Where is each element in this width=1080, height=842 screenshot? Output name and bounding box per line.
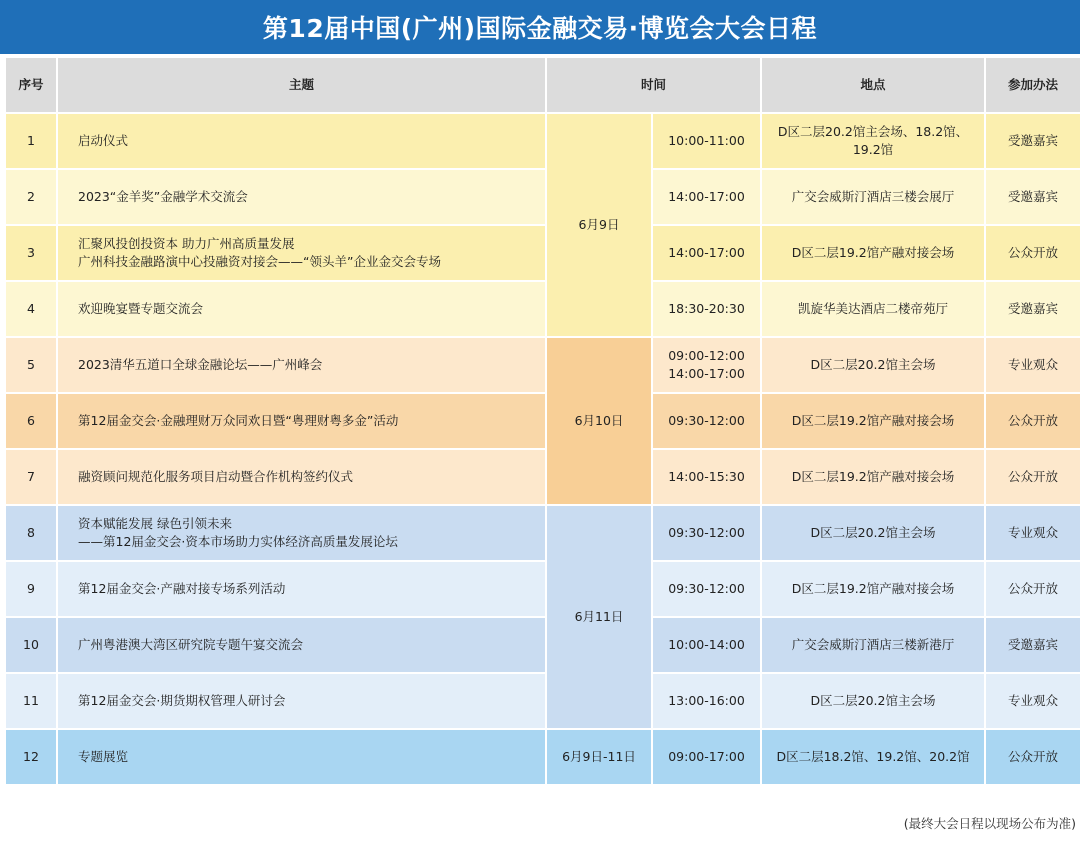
row-time: 18:30-20:30: [652, 281, 761, 337]
row-topic: 融资顾问规范化服务项目启动暨合作机构签约仪式: [57, 449, 546, 505]
row-method: 受邀嘉宾: [985, 169, 1080, 225]
table-row: [5, 561, 1080, 617]
header-method: 参加办法: [985, 57, 1080, 113]
row-venue: D区二层20.2馆主会场: [761, 337, 985, 393]
row-venue: 凯旋华美达酒店二楼帝苑厅: [761, 281, 985, 337]
row-time: 09:00-17:00: [652, 729, 761, 785]
table-row: [5, 617, 1080, 673]
header-time: 时间: [546, 57, 761, 113]
row-method: 受邀嘉宾: [985, 281, 1080, 337]
header-venue: 地点: [761, 57, 985, 113]
row-time: 14:00-17:00: [652, 225, 761, 281]
row-time: 10:00-11:00: [652, 113, 761, 169]
row-venue: D区二层19.2馆产融对接会场: [761, 393, 985, 449]
table-row: [5, 449, 1080, 505]
row-time: 09:30-12:00: [652, 561, 761, 617]
row-topic: 专题展览: [57, 729, 546, 785]
row-method: 受邀嘉宾: [985, 617, 1080, 673]
row-time: 09:30-12:00: [652, 505, 761, 561]
table-row: [5, 113, 1080, 169]
row-number: 12: [5, 729, 57, 785]
table-row: [5, 505, 1080, 561]
row-venue: D区二层19.2馆产融对接会场: [761, 561, 985, 617]
date-cell-jun11: 6月11日: [546, 505, 652, 729]
row-time: 10:00-14:00: [652, 617, 761, 673]
row-number: 3: [5, 225, 57, 281]
row-venue: D区二层20.2馆主会场: [761, 673, 985, 729]
row-topic: 第12届金交会·期货期权管理人研讨会: [57, 673, 546, 729]
row-number: 9: [5, 561, 57, 617]
row-venue: D区二层20.2馆主会场: [761, 505, 985, 561]
row-number: 10: [5, 617, 57, 673]
row-method: 公众开放: [985, 225, 1080, 281]
row-time: 09:00-12:00 14:00-17:00: [652, 337, 761, 393]
header-topic: 主题: [57, 57, 546, 113]
header-seq: 序号: [5, 57, 57, 113]
table-row: [5, 393, 1080, 449]
row-venue: D区二层19.2馆产融对接会场: [761, 449, 985, 505]
row-method: 公众开放: [985, 393, 1080, 449]
row-number: 8: [5, 505, 57, 561]
row-method: 专业观众: [985, 337, 1080, 393]
row-number: 6: [5, 393, 57, 449]
table-row: [5, 281, 1080, 337]
row-topic: 第12届金交会·金融理财万众同欢日暨“粤理财粤多金”活动: [57, 393, 546, 449]
row-venue: D区二层20.2馆主会场、18.2馆、19.2馆: [761, 113, 985, 169]
row-time: 14:00-15:30: [652, 449, 761, 505]
date-cell-jun9: 6月9日: [546, 113, 652, 337]
table-row: [5, 225, 1080, 281]
row-method: 受邀嘉宾: [985, 113, 1080, 169]
row-topic: 2023清华五道口全球金融论坛——广州峰会: [57, 337, 546, 393]
row-method: 专业观众: [985, 505, 1080, 561]
row-topic: 启动仪式: [57, 113, 546, 169]
row-number: 11: [5, 673, 57, 729]
table-row: [5, 673, 1080, 729]
row-method: 专业观众: [985, 673, 1080, 729]
row-topic: 第12届金交会·产融对接专场系列活动: [57, 561, 546, 617]
footnote: (最终大会日程以现场公布为准): [903, 816, 1076, 831]
row-date: 6月9日-11日: [546, 729, 652, 785]
header-row: [5, 57, 1080, 113]
row-method: 公众开放: [985, 561, 1080, 617]
row-venue: D区二层19.2馆产融对接会场: [761, 225, 985, 281]
table-row: [5, 729, 1080, 785]
row-number: 4: [5, 281, 57, 337]
row-method: 公众开放: [985, 729, 1080, 785]
row-venue: 广交会威斯汀酒店三楼会展厅: [761, 169, 985, 225]
row-number: 7: [5, 449, 57, 505]
row-time: 14:00-17:00: [652, 169, 761, 225]
row-number: 1: [5, 113, 57, 169]
row-method: 公众开放: [985, 449, 1080, 505]
row-time: 09:30-12:00: [652, 393, 761, 449]
row-venue: 广交会威斯汀酒店三楼新港厅: [761, 617, 985, 673]
row-number: 2: [5, 169, 57, 225]
row-venue: D区二层18.2馆、19.2馆、20.2馆: [761, 729, 985, 785]
row-time: 13:00-16:00: [652, 673, 761, 729]
table-row: [5, 337, 1080, 393]
row-number: 5: [5, 337, 57, 393]
row-topic: 欢迎晚宴暨专题交流会: [57, 281, 546, 337]
table-row: [5, 169, 1080, 225]
date-cell-jun10: 6月10日: [546, 337, 652, 505]
row-topic: 广州粤港澳大湾区研究院专题午宴交流会: [57, 617, 546, 673]
row-topic: 资本赋能发展 绿色引领未来 ——第12届金交会·资本市场助力实体经济高质量发展论坛: [57, 505, 546, 561]
page-title: 第12届中国(广州)国际金融交易·博览会大会日程: [0, 0, 1080, 54]
schedule-table: [4, 56, 1080, 786]
row-topic: 2023“金羊奖”金融学术交流会: [57, 169, 546, 225]
row-topic: 汇聚风投创投资本 助力广州高质量发展 广州科技金融路演中心投融资对接会——“领头羊”企业金交会专场: [57, 225, 546, 281]
